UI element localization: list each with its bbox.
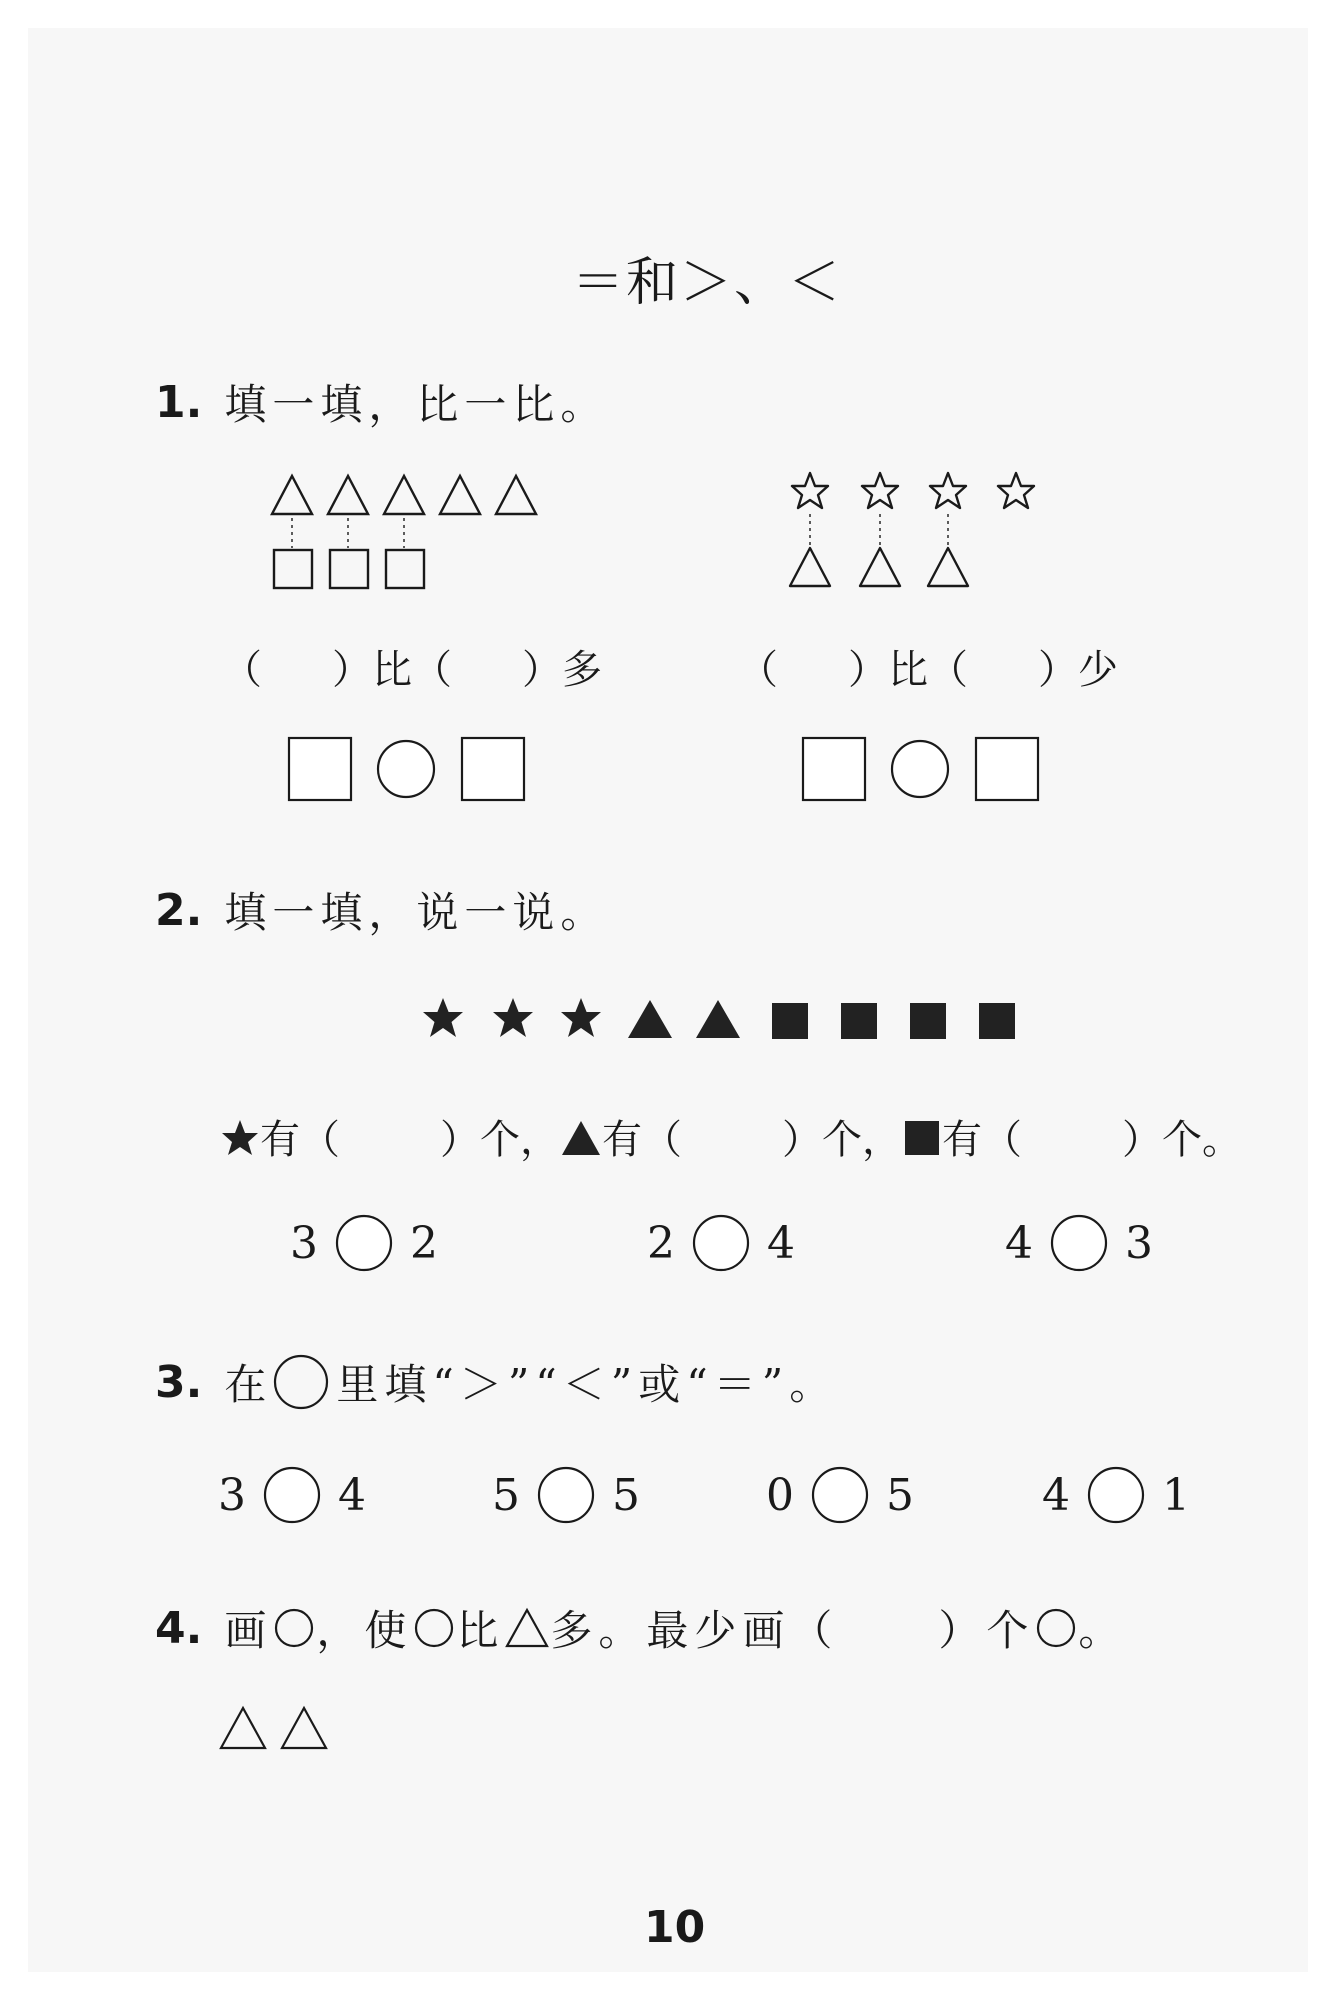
answer-circle[interactable] — [334, 1213, 394, 1273]
star-icon — [423, 998, 463, 1037]
phrase-middle: ）比（ — [848, 647, 968, 693]
star-icon — [493, 998, 533, 1037]
circle-icon — [272, 1353, 330, 1411]
question-number: 2. — [155, 884, 203, 936]
compare-right: 5 — [886, 1469, 914, 1521]
star-outline-icon — [862, 473, 898, 508]
phrase-open: （ — [738, 647, 778, 693]
question-text-end: 里填“＞”“＜”或“＝”。 — [336, 1360, 838, 1409]
compare-item — [1042, 1465, 1190, 1525]
count-label: 有（ — [602, 1117, 682, 1163]
count-label: 有（ — [260, 1117, 340, 1163]
question-text: 。 — [1078, 1606, 1127, 1655]
compare-right: 1 — [1162, 1469, 1190, 1521]
triangle-icon — [496, 476, 536, 514]
triangle-icon — [928, 548, 968, 586]
count-line — [220, 1108, 1242, 1165]
two-triangles-figure — [218, 1704, 338, 1754]
box-circle-box-left — [288, 737, 528, 803]
phrase-end: ）多 — [522, 647, 602, 693]
count-end: ）个。 — [1122, 1117, 1242, 1163]
square-icon — [330, 550, 368, 588]
page-number: 10 — [644, 1902, 706, 1953]
answer-circle[interactable] — [691, 1213, 751, 1273]
star-icon — [220, 1117, 260, 1157]
compare-left: 4 — [1042, 1469, 1070, 1521]
phrase-end: ）少 — [1038, 647, 1118, 693]
circle-icon — [412, 1606, 456, 1650]
star-icon — [561, 998, 601, 1037]
question-number: 4. — [155, 1602, 203, 1654]
stars-vs-triangles-figure — [788, 470, 1058, 590]
question-number: 1. — [155, 376, 203, 428]
page-title: ＝和＞、＜ — [572, 253, 843, 313]
shape-sequence — [420, 995, 1020, 1045]
count-label: 有（ — [942, 1117, 1022, 1163]
triangle-icon — [282, 1708, 326, 1748]
question-text: 画 — [224, 1606, 273, 1655]
question-3-heading — [155, 1352, 837, 1412]
compare-left: 2 — [647, 1217, 675, 1269]
answer-box[interactable] — [976, 738, 1038, 800]
question-2-heading — [155, 880, 608, 940]
compare-left: 0 — [766, 1469, 794, 1521]
box-circle-box-right — [802, 737, 1042, 803]
circle-icon — [1034, 1606, 1078, 1650]
question-text: ，使 — [316, 1606, 413, 1655]
star-outline-icon — [930, 473, 966, 508]
phrase-middle: ）比（ — [332, 647, 452, 693]
compare-right: 4 — [338, 1469, 366, 1521]
compare-item — [1005, 1213, 1153, 1273]
compare-right: 4 — [767, 1217, 795, 1269]
question-text-start: 在 — [224, 1360, 273, 1409]
question-text: 填一填，说一说。 — [224, 888, 609, 937]
compare-right: 3 — [1125, 1217, 1153, 1269]
question-text: 多。最少画（ — [550, 1606, 839, 1655]
compare-item — [492, 1465, 640, 1525]
triangle-icon — [272, 476, 312, 514]
answer-circle[interactable] — [536, 1465, 596, 1525]
compare-item — [647, 1213, 795, 1273]
square-filled-icon — [902, 1117, 942, 1157]
triangle-icon — [384, 476, 424, 514]
answer-box[interactable] — [289, 738, 351, 800]
compare-item — [766, 1465, 914, 1525]
answer-circle[interactable] — [810, 1465, 870, 1525]
circle-icon — [272, 1606, 316, 1650]
compare-left: 3 — [218, 1469, 246, 1521]
star-outline-icon — [998, 473, 1034, 508]
triangle-icon — [440, 476, 480, 514]
count-separator: ）个， — [782, 1117, 902, 1163]
triangle-filled-icon — [696, 1000, 740, 1038]
question-4-heading — [155, 1598, 1126, 1658]
star-outline-icon — [792, 473, 828, 508]
compare-item — [218, 1465, 366, 1525]
triangle-icon — [221, 1708, 265, 1748]
triangle-filled-icon — [628, 1000, 672, 1038]
square-icon — [274, 550, 312, 588]
triangle-icon — [790, 548, 830, 586]
comparison-phrase-less — [738, 638, 1118, 695]
compare-left: 5 — [492, 1469, 520, 1521]
compare-left: 3 — [290, 1217, 318, 1269]
count-separator: ）个， — [440, 1117, 560, 1163]
compare-item — [290, 1213, 438, 1273]
answer-circle[interactable] — [1086, 1465, 1146, 1525]
compare-left: 4 — [1005, 1217, 1033, 1269]
question-text: ）个 — [938, 1606, 1035, 1655]
question-1-heading — [155, 372, 608, 432]
triangle-icon — [328, 476, 368, 514]
square-icon — [386, 550, 424, 588]
square-filled-icon — [841, 1003, 877, 1039]
answer-circle[interactable] — [1049, 1213, 1109, 1273]
question-text: 比 — [456, 1606, 505, 1655]
phrase-open: （ — [222, 647, 262, 693]
triangle-filled-icon — [560, 1117, 602, 1157]
answer-circle[interactable] — [892, 741, 948, 797]
square-filled-icon — [772, 1003, 808, 1039]
answer-box[interactable] — [462, 738, 524, 800]
question-text: 填一填，比一比。 — [224, 380, 609, 429]
answer-box[interactable] — [803, 738, 865, 800]
square-filled-icon — [910, 1003, 946, 1039]
compare-right: 2 — [410, 1217, 438, 1269]
square-filled-icon — [979, 1003, 1015, 1039]
triangles-vs-squares-figure — [268, 470, 548, 590]
answer-circle[interactable] — [262, 1465, 322, 1525]
comparison-phrase-more — [222, 638, 602, 695]
triangle-icon — [504, 1606, 550, 1650]
compare-right: 5 — [612, 1469, 640, 1521]
answer-circle[interactable] — [378, 741, 434, 797]
triangle-icon — [860, 548, 900, 586]
question-number: 3. — [155, 1356, 203, 1408]
